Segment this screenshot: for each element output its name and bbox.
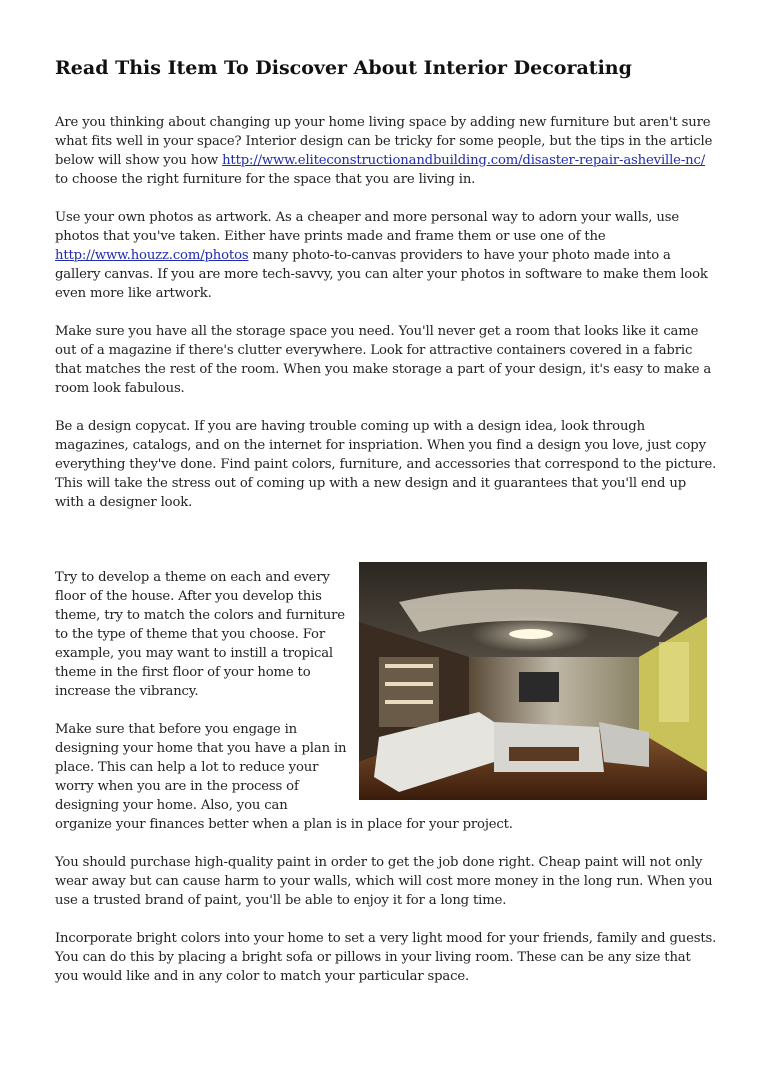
paragraph-paint: You should purchase high-quality paint in order to get the job done right. Cheap paint will not only wear away but can cause harm to your walls, which will cost more money in the long run. When you use a trusted brand of paint, you'll be able to enjoy it for a long time.: [55, 855, 713, 908]
paragraph-furniture: [55, 113, 717, 189]
shelf: [385, 700, 433, 704]
television: [519, 672, 559, 702]
paragraph-storage: Make sure you have all the storage space you need. You'll never get a room that looks like it came out of a magazine if there's clutter everywhere. Look for attractive containers covered in a fabric that matches the rest of the room. When you make storage a part of your design, it's easy to make a room look fabulous.: [55, 324, 712, 396]
paragraph-text: Use your own photos as artwork. As a cheaper and more personal way to adorn your walls, use photos that you've taken. Either have prints made and frame them or use one of the: [55, 210, 680, 244]
houzz-photos-link[interactable]: http://www.houzz.com/photos: [55, 248, 249, 263]
paragraph-bright-colors: Incorporate bright colors into your home to set a very light mood for your friends, family and guests. You can do this by placing a bright sofa or pillows in your living room. These can be any size that you would like and in any color to match your particular space.: [55, 931, 717, 984]
paragraph-photos-artwork: [55, 208, 717, 303]
spacer: [55, 303, 717, 322]
paragraph-text: Are you thinking about changing up your home living space by adding new furniture but aren't sure what fits well in your space? Interior design can be tricky for some people, but the tips in the article below will show you how: [55, 115, 713, 168]
paragraph-plan: Make sure that before you engage in designing your home that you have a plan in place. This can help a lot to reduce your worry when you are in the process of designing your home. Also, you can organize your finances better when a plan is in place for your project.: [55, 722, 513, 832]
paragraph-text: to choose the right furniture for the space that you are living in.: [55, 172, 476, 187]
coffee-table: [509, 747, 579, 761]
living-room-photo: [359, 562, 707, 800]
elite-construction-link[interactable]: http://www.eliteconstructionandbuilding.com/disaster-repair-asheville-nc/: [222, 153, 706, 168]
wall-niche: [659, 642, 689, 722]
shelf: [385, 682, 433, 686]
paragraph-text: many photo-to-canvas providers to have your photo made into a gallery canvas. If you are more tech-savvy, you can alter your photos in software to make them look even more like artwork.: [55, 248, 708, 301]
shelf: [385, 664, 433, 668]
living-room-illustration: [359, 562, 707, 800]
paragraph-copycat: Be a design copycat. If you are having trouble coming up with a design idea, look through magazines, catalogs, and on the internet for inspriation. When you find a design you love, just copy everything they've done. Find paint colors, furniture, and accessories that correspond to the picture. This will take the stress out of coming up with a new design and it guarantees that you'll end up with a designer look.: [55, 419, 717, 510]
page-title: Read This Item To Discover About Interior Decorating: [55, 57, 632, 79]
spacer: [55, 512, 717, 568]
spacer: [55, 189, 717, 208]
light-glow: [471, 616, 591, 652]
spacer: [55, 910, 717, 929]
paragraph-theme: Try to develop a theme on each and every floor of the house. After you develop this theme, try to match the colors and furniture to the type of theme that you choose. For example, you may want to instill a tropical theme in the first floor of your home to increase the vibrancy.: [55, 570, 345, 699]
spacer: [55, 398, 717, 417]
document-page: [55, 56, 717, 986]
spacer: [55, 80, 717, 113]
spacer: [55, 834, 717, 853]
